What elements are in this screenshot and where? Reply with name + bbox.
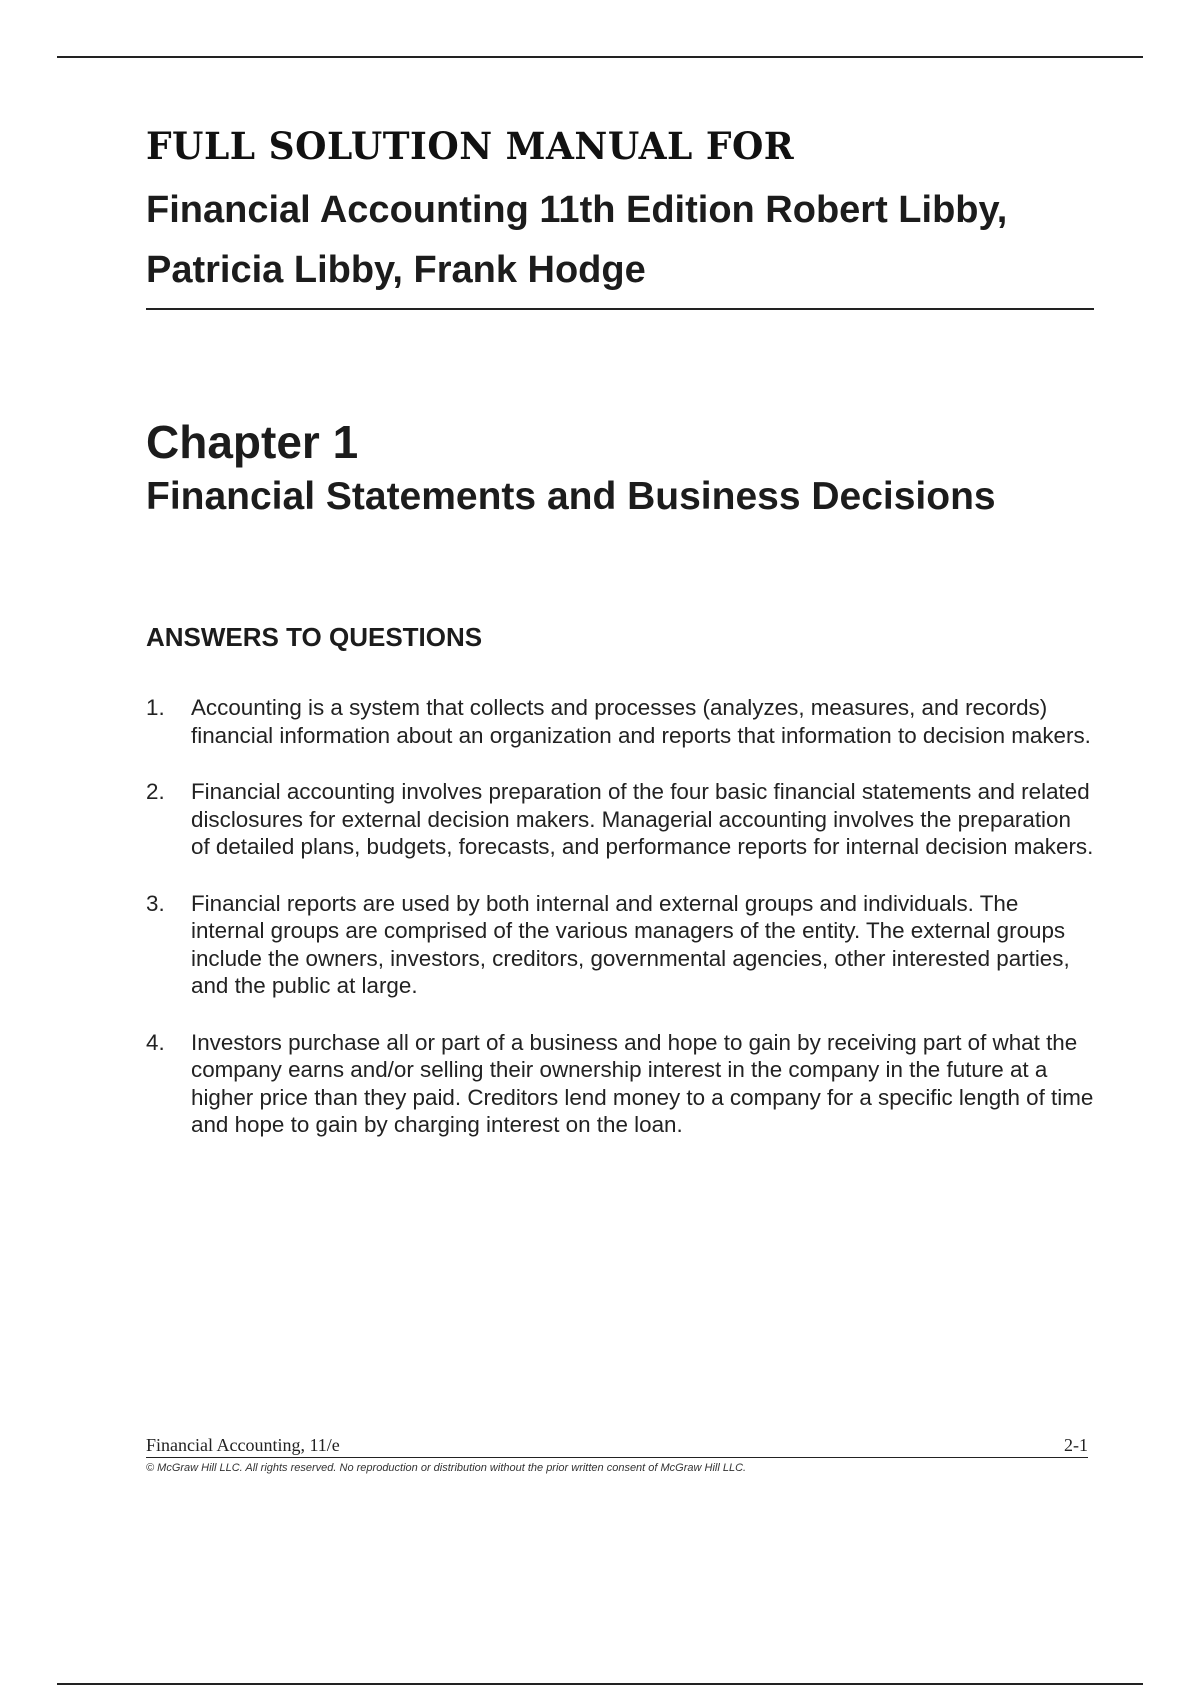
footer-line [146, 1433, 1088, 1458]
answer-number: 2. [146, 779, 165, 804]
section-heading: ANSWERS TO QUESTIONS [146, 622, 483, 652]
answer-text: Financial accounting involves preparation of the four basic financial statements and related disclosures for external decision makers. Managerial accounting involves the preparation of detailed plans, budgets, forecasts, and performance reports for internal decision makers. [191, 779, 1094, 859]
book-title: Financial Accounting 11th Edition Robert Libby, Patricia Libby, Frank Hodge [146, 180, 1094, 310]
answer-item [146, 890, 1094, 1000]
answer-text: Financial reports are used by both internal and external groups and individuals. The internal groups are comprised of the various managers of the entity. The external groups include the owners, investors, creditors, governmental agencies, other interested parties, and the public at large. [191, 890, 1070, 998]
chapter-title: Financial Statements and Business Decisions [146, 475, 996, 518]
answers-list [146, 694, 1094, 1168]
answer-text: Investors purchase all or part of a business and hope to gain by receiving part of what the company earns and/or selling their ownership interest in the company in the future at a higher price than they paid. Creditors lend money to a company for a specific length of time and hope to gain by charging interest on the loan. [191, 1029, 1094, 1137]
answer-item [146, 694, 1094, 749]
footer-book-name: Financial Accounting, 11/e [146, 1435, 340, 1455]
solution-manual-banner: FULL SOLUTION MANUAL FOR [146, 124, 795, 169]
copyright-notice: © McGraw Hill LLC. All rights reserved. No reproduction or distribution without the prior written consent of McGraw Hill LLC. [146, 1462, 747, 1474]
footer-page-number: 2-1 [1064, 1435, 1088, 1455]
bottom-rule [57, 1683, 1143, 1685]
answer-text: Accounting is a system that collects and processes (analyzes, measures, and records) financial information about an organization and reports that information to decision makers. [191, 695, 1091, 748]
answer-item [146, 778, 1094, 861]
answer-number: 4. [146, 1029, 165, 1055]
top-rule [57, 56, 1143, 58]
answer-number: 3. [146, 890, 165, 916]
page-footer [146, 1433, 1088, 1477]
answer-number: 1. [146, 695, 165, 720]
answer-item [146, 1029, 1094, 1139]
chapter-label: Chapter 1 [146, 416, 359, 468]
